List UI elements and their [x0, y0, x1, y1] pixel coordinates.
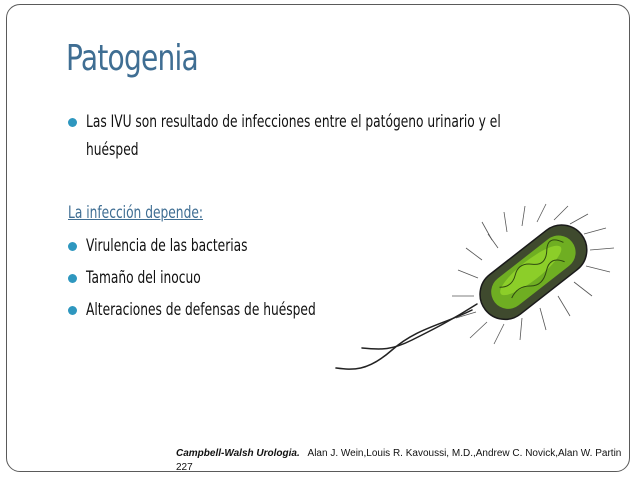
intro-bullet-text-continued: huésped: [86, 140, 139, 160]
bullet-dot: [68, 274, 77, 283]
slide-title: Patogenia: [66, 38, 198, 79]
citation-page: 227: [176, 462, 193, 473]
subheading: La infección depende:: [68, 203, 203, 223]
bullet-text: Tamaño del inocuo: [86, 268, 201, 288]
citation-source: Campbell-Walsh Urologia.: [176, 448, 300, 459]
bacterium-body: [470, 215, 597, 330]
bullet-text: Alteraciones de defensas de huésped: [86, 300, 316, 320]
citation: [176, 448, 638, 459]
intro-bullet: [68, 112, 638, 132]
bullet-dot: [68, 118, 77, 127]
flagella: [336, 304, 477, 369]
citation-authors: Alan J. Wein,Louis R. Kavoussi, M.D.,Andrew C. Novick,Alan W. Partin: [307, 448, 622, 459]
bacterium-illustration: [322, 200, 622, 410]
bullet-text: Virulencia de las bacterias: [86, 236, 248, 256]
intro-bullet-text: Las IVU son resultado de infecciones entre el patógeno urinario y el: [86, 112, 501, 132]
bullet-dot: [68, 242, 77, 251]
bullet-dot: [68, 306, 77, 315]
bullet-item-inoculum: [68, 268, 245, 288]
bullet-item-virulence: [68, 236, 310, 256]
